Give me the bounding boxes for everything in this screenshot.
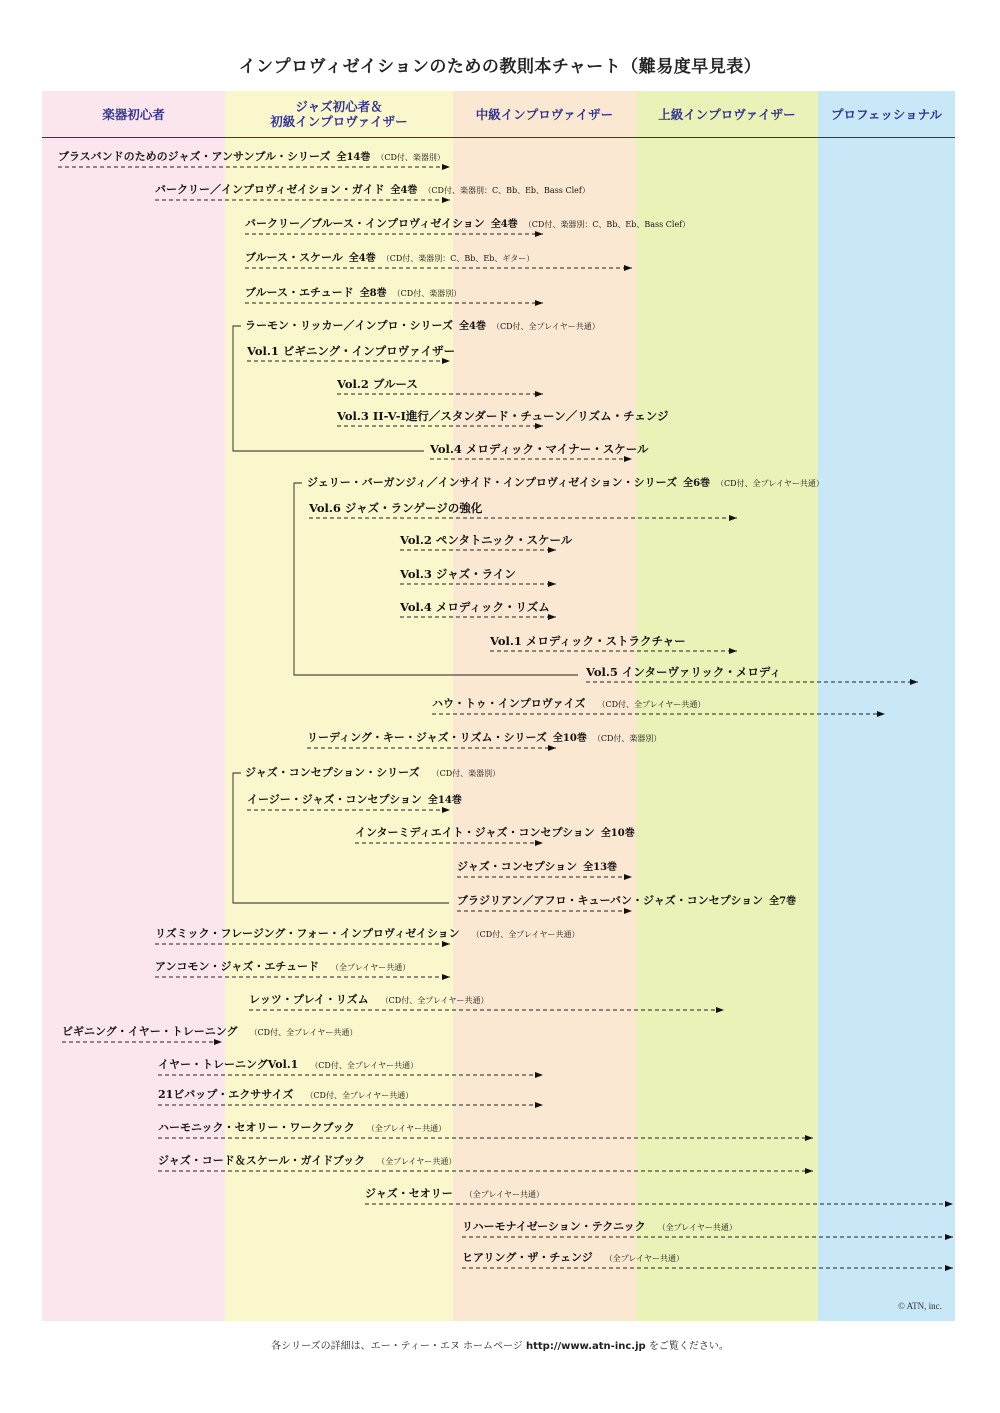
book-title: Vol.1 メロディック・ストラクチャー — [490, 634, 686, 648]
book-title: Vol.2 ペンタトニック・スケール — [400, 533, 573, 547]
volume-count: 全4巻 — [459, 321, 486, 332]
book-title: ヒアリング・ザ・チェンジ — [462, 1251, 593, 1264]
volume-count: 全10巻 — [552, 733, 587, 744]
book-entry — [365, 1187, 544, 1202]
book-entry — [245, 217, 690, 232]
volume-count: 全14巻 — [427, 795, 462, 806]
edition-note: （CD付、全プレイヤー共通） — [380, 996, 489, 1005]
book-entry — [337, 377, 430, 393]
edition-note: （CD付、楽器別：C、Bb、Eb、Bass Clef） — [423, 186, 590, 195]
book-entry — [155, 183, 590, 198]
homepage-link[interactable]: http://www.atn-inc.jp — [526, 1341, 646, 1352]
column-header-label: プロフェッショナル — [830, 106, 942, 122]
book-entry — [490, 634, 698, 650]
edition-note: （CD付、楽器別） — [592, 734, 662, 743]
book-entry — [307, 476, 824, 491]
book-title: ジェリー・バーガンジィ／インサイド・インプロヴィゼイション・シリーズ — [307, 476, 678, 489]
book-title: アンコモン・ジャズ・エチュード — [155, 960, 320, 973]
book-title: Vol.2 ブルース — [337, 377, 418, 391]
edition-note: （CD付、全プレイヤー共通） — [305, 1091, 414, 1100]
footer-lead: 各シリーズの詳細は、エー・ティー・エヌ ホームページ — [271, 1341, 523, 1352]
book-entry — [245, 286, 461, 301]
volume-count: 全7巻 — [769, 896, 797, 907]
volume-count: 全4巻 — [390, 185, 418, 196]
book-entry — [155, 960, 410, 975]
edition-note: （CD付、楽器別：C、Bb、Eb、Bass Clef） — [523, 220, 691, 229]
book-title: ジャズ・セオリー — [365, 1187, 453, 1200]
book-entry — [355, 826, 641, 841]
book-title: Vol.3 II-V-I進行／スタンダード・チューン／リズム・チェンジ — [337, 409, 669, 423]
book-entry — [400, 600, 562, 616]
page-title: インプロヴィゼイションのための教則本チャート（難易度早見表） — [238, 57, 762, 77]
book-entry — [249, 993, 489, 1008]
edition-note: （全プレイヤー共通） — [464, 1190, 545, 1199]
edition-note: （CD付、楽器別） — [392, 289, 462, 298]
book-title: Vol.1 ビギニング・インプロヴァイザー — [247, 344, 456, 358]
footer-tail: をご覧ください。 — [648, 1341, 729, 1352]
book-title: ジャズ・コンセプション・シリーズ — [245, 766, 420, 779]
edition-note: （CD付、全プレイヤー共通） — [716, 479, 824, 488]
column-header-label: 上級インプロヴァイザー — [658, 106, 796, 122]
book-title: ハウ・トゥ・インプロヴァイズ — [432, 697, 586, 710]
book-entry — [158, 1121, 446, 1136]
book-title: Vol.4 メロディック・マイナー・スケール — [430, 442, 649, 456]
footer-text — [0, 1337, 1000, 1352]
book-title: ブルース・エチュード — [245, 286, 354, 299]
volume-count: 全8巻 — [359, 288, 387, 299]
edition-note: （CD付、全プレイヤー共通） — [471, 930, 580, 939]
book-entry — [462, 1220, 737, 1235]
edition-note: （CD付、全プレイヤー共通） — [310, 1061, 419, 1070]
edition-note: （全プレイヤー共通） — [604, 1254, 685, 1263]
book-entry — [457, 860, 623, 875]
book-title: リハーモナイゼーション・テクニック — [462, 1220, 646, 1233]
edition-note: （CD付、楽器別） — [376, 153, 445, 162]
book-title: Vol.3 ジャズ・ライン — [400, 567, 516, 581]
book-entry — [430, 442, 661, 458]
book-entry — [462, 1251, 684, 1266]
edition-note: （CD付、全プレイヤー共通） — [249, 1028, 358, 1037]
book-entry — [337, 409, 680, 425]
book-title: ジャズ・コンセプション — [457, 860, 578, 873]
book-entry — [247, 344, 467, 360]
volume-count: 全4巻 — [348, 253, 376, 264]
book-title: インターミディエイト・ジャズ・コンセプション — [355, 826, 595, 839]
book-title: 21ビバップ・エクササイズ — [158, 1088, 294, 1101]
book-title: イージー・ジャズ・コンセプション — [247, 793, 422, 806]
volume-count: 全14巻 — [336, 152, 371, 163]
book-entry — [62, 1025, 357, 1040]
book-entry — [58, 150, 445, 165]
edition-note: （全プレイヤー共通） — [366, 1124, 447, 1133]
book-entry — [245, 251, 534, 266]
book-title: ジャズ・コード＆スケール・ガイドブック — [158, 1154, 366, 1167]
book-title: Vol.6 ジャズ・ランゲージの強化 — [309, 501, 483, 515]
book-entry — [245, 319, 600, 334]
book-title: ブラジリアン／アフロ・キューバン・ジャズ・コンセプション — [457, 894, 764, 907]
book-entry — [245, 766, 500, 781]
volume-count: 全13巻 — [583, 862, 618, 873]
book-entry — [158, 1154, 456, 1169]
edition-note: （全プレイヤー共通） — [657, 1223, 737, 1232]
volume-count: 全10巻 — [600, 828, 635, 839]
book-entry — [307, 731, 661, 746]
edition-note: （全プレイヤー共通） — [331, 963, 411, 972]
column-header-label: 中級インプロヴァイザー — [475, 106, 614, 122]
edition-note: （CD付、全プレイヤー共通） — [491, 322, 600, 331]
book-entry — [155, 927, 579, 942]
edition-note: （CD付、楽器別：C、Bb、Eb、ギター） — [381, 254, 535, 263]
book-entry — [309, 501, 494, 517]
volume-count: 全4巻 — [490, 219, 518, 230]
book-title: レッツ・プレイ・リズム — [249, 993, 369, 1006]
volume-count: 全6巻 — [683, 478, 711, 489]
book-title: ブルース・スケール — [245, 251, 343, 264]
book-title: バークリー／インプロヴィゼイション・ガイド — [155, 183, 385, 196]
column-header-label: ジャズ初心者＆ 初級インプロヴァイザー — [270, 99, 408, 129]
book-title: Vol.4 メロディック・リズム — [400, 600, 550, 614]
column-header-label: 楽器初心者 — [102, 106, 165, 122]
book-title: バークリー／ブルース・インプロヴィゼイション — [245, 217, 485, 230]
book-entry — [400, 567, 528, 583]
edition-note: （CD付、楽器別） — [431, 769, 501, 778]
book-entry — [158, 1058, 418, 1073]
book-title: ハーモニック・セオリー・ワークブック — [158, 1121, 355, 1134]
book-entry — [586, 665, 793, 681]
book-title: リーディング・キー・ジャズ・リズム・シリーズ — [307, 731, 547, 744]
book-entry — [432, 697, 705, 712]
book-entry — [400, 533, 584, 549]
book-entry — [247, 793, 468, 808]
book-title: ブラスバンドのためのジャズ・アンサンブル・シリーズ — [58, 150, 331, 163]
book-title: イヤー・トレーニングVol.1 — [158, 1058, 299, 1071]
book-entry — [158, 1088, 413, 1103]
book-title: リズミック・フレージング・フォー・インプロヴィゼイション — [155, 927, 460, 940]
book-title: Vol.5 インターヴァリック・メロディ — [586, 665, 781, 679]
book-title: ビギニング・イヤー・トレーニング — [62, 1025, 238, 1038]
book-title: ラーモン・リッカー／インプロ・シリーズ — [245, 319, 454, 332]
copyright-text: © ATN, inc. — [898, 1301, 942, 1311]
book-entry — [457, 894, 802, 909]
edition-note: （全プレイヤー共通） — [377, 1157, 457, 1166]
edition-note: （CD付、全プレイヤー共通） — [597, 700, 706, 709]
